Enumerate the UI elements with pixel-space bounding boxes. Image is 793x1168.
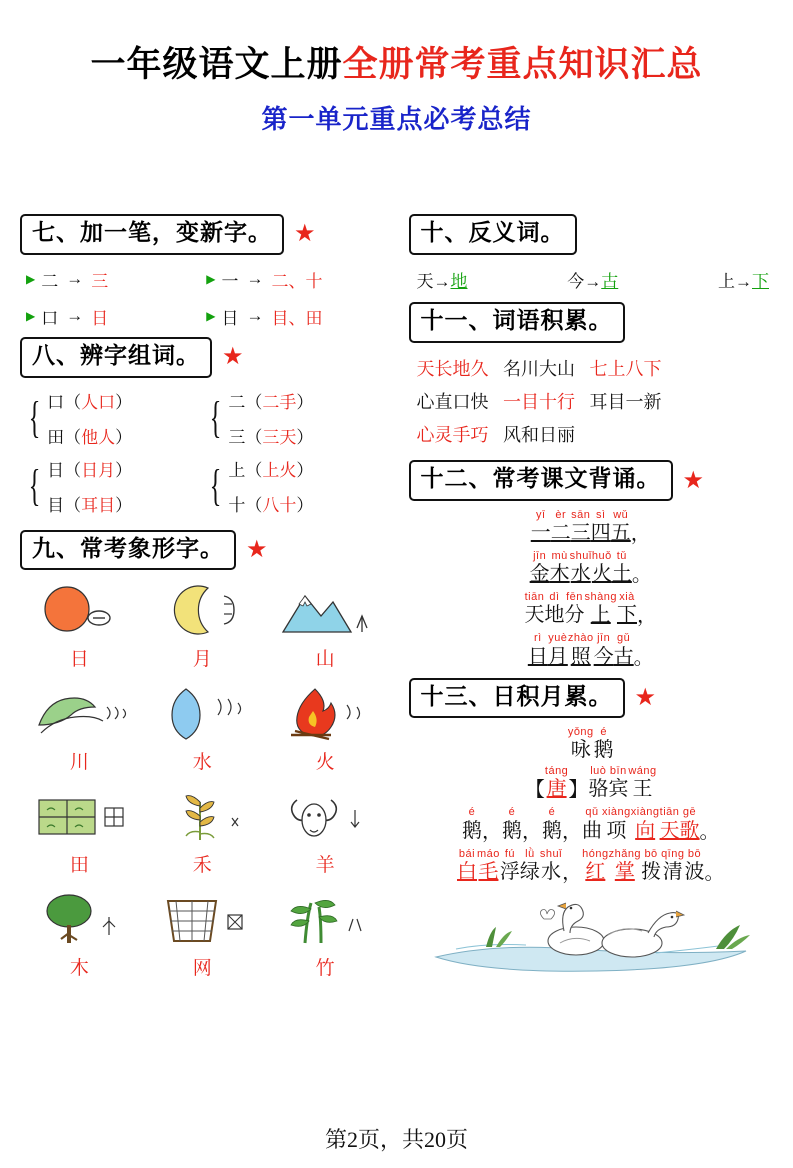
section-10-heading: 十、反义词。	[409, 214, 577, 255]
triangle-bullet-icon: ▶	[206, 272, 216, 287]
pinyin-char: é 鹅	[461, 806, 482, 842]
pictograph-label: 羊	[315, 855, 335, 877]
pinyin-char: huǒ 火	[591, 550, 612, 586]
pinyin-char: fú 浮	[499, 847, 520, 883]
char: 日	[47, 460, 65, 480]
char: 目	[47, 495, 65, 515]
bamboo-pictograph	[264, 889, 387, 951]
net-pictograph	[141, 889, 264, 951]
arrow-icon: →	[66, 306, 84, 326]
pictograph-label: 竹	[315, 958, 335, 980]
section-12-header	[409, 460, 776, 501]
idiom-row	[417, 419, 776, 452]
punctuation: ，	[562, 861, 583, 884]
water-pictograph	[141, 683, 264, 745]
pinyin-char: xiàng 项	[601, 806, 631, 842]
pinyin-char: zhào 照	[567, 632, 594, 668]
char-row: 田（他人）	[47, 427, 133, 447]
section-8-groups	[24, 388, 387, 522]
char-row: 十（八十）	[228, 495, 314, 515]
section-9-heading: 九、常考象形字。	[20, 530, 236, 571]
left-column	[18, 206, 397, 994]
antonym-a: 上	[718, 271, 735, 291]
pinyin-char: yǒng 咏	[567, 726, 594, 762]
punctuation: ，	[561, 820, 582, 843]
idiom: 心灵手巧	[416, 425, 489, 446]
idiom: 心直口快	[416, 391, 489, 412]
char-row: 二（二手）	[228, 392, 314, 412]
pinyin-char: yuè 月	[547, 632, 568, 668]
field-pictograph	[18, 786, 141, 848]
antonym-a: 今	[567, 271, 585, 291]
section-10-header	[409, 214, 776, 255]
pictograph-label: 水	[192, 752, 212, 774]
char: 十	[228, 495, 246, 515]
char: 三	[228, 427, 246, 447]
pictograph-item	[18, 580, 141, 681]
antonym-pair: 上→下	[718, 271, 769, 291]
pinyin-char: táng 唐	[544, 765, 569, 801]
section-11-heading: 十一、词语积累。	[409, 302, 625, 343]
pictograph-label: 禾	[192, 855, 212, 877]
pinyin-char: dì 地	[544, 591, 565, 627]
pinyin-char: bái 白	[457, 847, 477, 883]
pictograph-label: 网	[192, 958, 212, 980]
sheep-pictograph	[264, 786, 387, 848]
poem-line	[407, 848, 776, 885]
section-9-header	[20, 530, 387, 571]
pinyin-char: sān 三	[570, 509, 591, 545]
pinyin-char: é 鹅	[593, 726, 614, 762]
pinyin-char: tǔ 土	[611, 550, 632, 586]
pinyin-char: lǜ 绿	[519, 847, 540, 883]
page-footer: 第2页，共20页	[324, 1127, 468, 1152]
pinyin-char: sì 四	[590, 509, 611, 545]
pinyin-char: rì 日	[527, 632, 548, 668]
pictograph-item	[141, 580, 264, 681]
section-13-heading: 十三、日积月累。	[409, 678, 625, 719]
star-icon: ★	[246, 536, 268, 563]
punctuation: 。	[631, 564, 652, 587]
char-to: 二、十	[271, 271, 323, 291]
punctuation: ，	[630, 523, 651, 546]
poem-author	[407, 765, 776, 802]
char-group	[24, 388, 205, 448]
antonym-b: 下	[752, 271, 769, 291]
pictograph-item	[141, 786, 264, 887]
pinyin-char: gē 歌	[679, 806, 700, 842]
list-item	[26, 304, 206, 329]
pinyin-char: wǔ 五	[610, 509, 631, 545]
pictograph-item	[18, 889, 141, 990]
recite-line	[407, 591, 776, 628]
char-group	[205, 388, 386, 448]
star-icon: ★	[294, 221, 316, 248]
section-7-header	[20, 214, 387, 255]
antonym-b: 地	[450, 271, 468, 291]
char-row: 日（日月）	[47, 460, 133, 480]
bracket-close: 】	[568, 779, 589, 802]
recite-line	[407, 509, 776, 546]
pinyin-char: bō 拨	[641, 847, 662, 883]
pinyin-char: èr 二	[550, 509, 571, 545]
char-row: 三（三天）	[228, 427, 314, 447]
char-from: 一	[221, 271, 239, 291]
char: 田	[47, 427, 65, 447]
char-from: 口	[41, 308, 59, 328]
idiom-row	[417, 386, 776, 419]
section-9-pictographs	[18, 580, 387, 990]
pinyin-char: wáng 王	[628, 765, 657, 801]
antonym-pair: 今→古	[567, 271, 619, 291]
word: 日月	[81, 460, 116, 480]
char-from: 日	[221, 308, 239, 328]
pinyin-char: fēn 分	[564, 591, 585, 627]
star-icon: ★	[682, 467, 705, 494]
pinyin-char: xiàng 向	[630, 806, 660, 842]
list-item	[206, 304, 386, 329]
sun-pictograph	[18, 580, 141, 642]
right-column	[397, 206, 776, 994]
tree-pictograph	[18, 889, 141, 951]
pictograph-label: 月	[192, 649, 212, 671]
recite-line	[407, 550, 776, 587]
poem-line	[407, 806, 776, 843]
word: 上火	[262, 460, 297, 480]
pictograph-item	[264, 683, 387, 784]
punctuation: ，	[636, 605, 657, 628]
idiom: 名川大山	[503, 358, 575, 379]
arrow-icon: →	[246, 306, 264, 326]
section-12-heading: 十二、常考课文背诵。	[409, 460, 673, 501]
star-icon: ★	[634, 684, 657, 711]
pinyin-char: qīng 清	[661, 847, 685, 883]
punctuation: 。	[699, 820, 720, 843]
char-from: 二	[41, 271, 59, 291]
list-item	[26, 267, 206, 292]
mountain-pictograph	[264, 580, 387, 642]
char: 二	[228, 392, 246, 412]
arrow-icon: →	[66, 269, 84, 289]
pictograph-label: 日	[69, 649, 89, 671]
pictograph-item	[18, 786, 141, 887]
punctuation: ，	[481, 820, 502, 843]
pinyin-char: jīn 金	[529, 550, 550, 586]
pictograph-label: 木	[69, 958, 89, 980]
pinyin-char: é 鹅	[501, 806, 522, 842]
idiom: 风和日丽	[503, 425, 575, 446]
section-12-lines	[407, 509, 776, 669]
antonym-b: 古	[601, 271, 619, 291]
pictograph-label: 火	[315, 752, 335, 774]
pinyin-char: xià 下	[616, 591, 637, 627]
pictograph-item	[264, 580, 387, 681]
pictograph-item	[141, 683, 264, 784]
word: 人口	[81, 392, 116, 412]
pinyin-char: tiān 天	[524, 591, 545, 627]
char-to: 日	[91, 308, 109, 328]
idiom: 七上八下	[589, 358, 662, 379]
word: 二手	[262, 392, 297, 412]
triangle-bullet-icon: ▶	[26, 309, 36, 324]
pinyin-char: bō 波	[684, 847, 705, 883]
brace-icon: {	[28, 460, 41, 510]
pinyin-char: gǔ 古	[613, 632, 634, 668]
section-7-heading: 七、加一笔，变新字。	[20, 214, 284, 255]
word: 耳目	[81, 495, 116, 515]
antonym-pair: 天→地	[416, 271, 468, 291]
star-icon: ★	[222, 344, 244, 371]
brace-icon: {	[28, 392, 41, 442]
page-subtitle: 第一单元重点必考总结	[261, 104, 532, 134]
char-to: 目、田	[271, 308, 323, 328]
page-title-red: 全册常考重点知识汇总	[342, 45, 703, 84]
section-11-header	[409, 302, 776, 343]
section-10-pairs	[417, 267, 770, 292]
river-pictograph	[18, 683, 141, 745]
worksheet-page	[0, 46, 793, 1168]
pictograph-label: 山	[315, 649, 335, 671]
word: 三天	[262, 427, 297, 447]
pinyin-char: é 鹅	[541, 806, 562, 842]
punctuation: 。	[633, 646, 654, 669]
pinyin-char: qǔ 曲	[581, 806, 602, 842]
section-7-list	[26, 267, 387, 329]
triangle-bullet-icon: ▶	[26, 272, 36, 287]
pinyin-char: máo 毛	[477, 847, 500, 883]
char: 口	[47, 392, 65, 412]
antonym-a: 天	[416, 271, 434, 291]
pictograph-label: 田	[69, 855, 89, 877]
section-11-idioms	[417, 353, 776, 453]
pictograph-item	[264, 889, 387, 990]
char-group	[205, 456, 386, 516]
triangle-bullet-icon: ▶	[206, 309, 216, 324]
word: 他人	[81, 427, 116, 447]
geese-illustration	[407, 891, 776, 977]
pictograph-item	[18, 683, 141, 784]
punctuation: 。	[704, 861, 725, 884]
poem-title	[407, 726, 776, 763]
pinyin-char: shuǐ 水	[569, 550, 592, 586]
pinyin-char: hóng 红	[582, 847, 609, 883]
section-13-header	[409, 678, 776, 719]
brace-icon: {	[210, 460, 222, 510]
bracket-open: 【	[524, 779, 545, 802]
pinyin-char: yī 一	[530, 509, 551, 545]
brace-icon: {	[210, 392, 222, 442]
fire-pictograph	[264, 683, 387, 745]
moon-pictograph	[141, 580, 264, 642]
recite-line	[407, 632, 776, 669]
char-group	[24, 456, 205, 516]
char-row: 口（人口）	[47, 392, 133, 412]
char-row: 目（耳目）	[47, 495, 133, 515]
section-8-heading: 八、辨字组词。	[20, 337, 212, 378]
idiom: 耳目一新	[589, 391, 662, 412]
pinyin-char: shàng 上	[584, 591, 617, 627]
arrow-icon: →	[246, 269, 264, 289]
word: 八十	[262, 495, 297, 515]
pinyin-char: shuǐ 水	[539, 847, 563, 883]
char-row: 上（上火）	[228, 460, 314, 480]
char-to: 三	[91, 271, 109, 291]
char: 上	[228, 460, 246, 480]
pinyin-char: zhǎng 掌	[608, 847, 642, 883]
page-title	[0, 46, 793, 85]
idiom: 天长地久	[416, 358, 489, 379]
section-8-header	[20, 337, 387, 378]
page-title-black: 一年级语文上册	[90, 45, 343, 84]
pictograph-item	[264, 786, 387, 887]
idiom: 一目十行	[503, 391, 575, 412]
pinyin-char: luò 骆	[588, 765, 609, 801]
pinyin-char: jīn 今	[593, 632, 614, 668]
pinyin-char: bīn 宾	[608, 765, 629, 801]
pinyin-char: tiān 天	[659, 806, 680, 842]
pictograph-label: 川	[69, 752, 89, 774]
punctuation: ，	[521, 820, 542, 843]
content-columns	[0, 206, 793, 994]
list-item	[206, 267, 386, 292]
pictograph-item	[141, 889, 264, 990]
grain-pictograph	[141, 786, 264, 848]
idiom-row	[417, 353, 776, 386]
pinyin-char: mù 木	[549, 550, 570, 586]
